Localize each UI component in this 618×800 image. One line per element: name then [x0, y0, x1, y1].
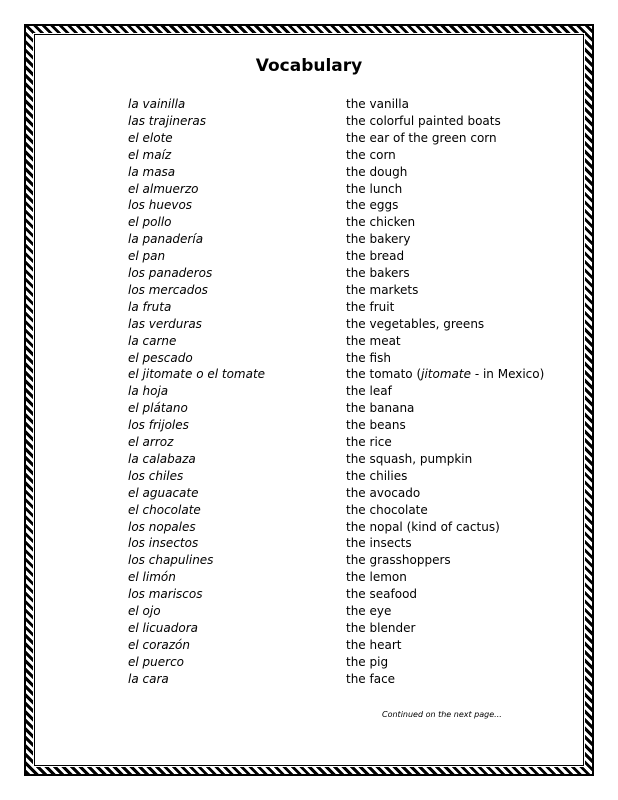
spanish-term: la panadería — [128, 232, 204, 247]
spanish-term: el pescado — [128, 350, 193, 365]
english-translation — [346, 350, 391, 367]
english-translation — [346, 147, 396, 164]
continued-note: Continued on the next page... — [382, 710, 502, 719]
spanish-term: los chiles — [128, 468, 184, 483]
translation-text: the markets — [346, 282, 419, 297]
translation-text: the bread — [346, 249, 405, 264]
translation-text: the colorful painted boats — [346, 113, 501, 128]
spanish-term: la hoja — [128, 384, 169, 399]
translation-text: the tomato ( — [346, 367, 422, 382]
translation-text: the beans — [346, 418, 406, 433]
translation-text: the dough — [346, 164, 408, 179]
translation-text: the eggs — [346, 198, 399, 213]
english-translation — [346, 603, 391, 620]
english-translation — [346, 197, 398, 214]
border-inner-line — [34, 34, 584, 766]
english-translation — [346, 637, 402, 654]
spanish-term: el corazón — [128, 637, 191, 652]
spanish-term: la fruta — [128, 299, 172, 314]
spanish-term: los panaderos — [128, 266, 213, 280]
translation-text: the meat — [346, 333, 401, 348]
translation-text: the chicken — [346, 215, 416, 230]
translation-text: the squash, pumpkin — [346, 451, 473, 466]
translation-text: the blender — [346, 620, 416, 635]
english-translation — [346, 113, 501, 130]
translation-text: the avocado — [346, 485, 421, 500]
spanish-term: los mercados — [128, 282, 208, 297]
english-translation — [346, 535, 412, 552]
english-translation — [346, 654, 388, 671]
spanish-term: la carne — [128, 333, 177, 348]
spanish-term: el plátano — [128, 401, 188, 416]
english-translation — [346, 333, 401, 350]
english-translation — [346, 181, 402, 198]
spanish-term: el elote — [128, 130, 173, 145]
translation-text: the ear of the green corn — [346, 130, 497, 145]
english-translation — [346, 130, 497, 147]
translation-text: the bakery — [346, 232, 411, 247]
english-translation — [346, 282, 418, 299]
english-translation — [346, 552, 451, 569]
spanish-term: el puerco — [128, 654, 185, 669]
english-translation — [346, 299, 394, 316]
translation-text: the grasshoppers — [346, 553, 451, 568]
spanish-term: el maíz — [128, 147, 172, 162]
spanish-term: los huevos — [128, 198, 193, 213]
english-translation — [346, 671, 395, 688]
translation-text: the face — [346, 671, 396, 686]
english-translation — [346, 400, 414, 417]
translation-text: the seafood — [346, 587, 418, 602]
translation-text: the nopal (kind of cactus) — [346, 519, 500, 534]
spanish-term: la masa — [128, 164, 176, 179]
spanish-term: los frijoles — [128, 418, 189, 433]
spanish-term: los chapulines — [128, 553, 214, 568]
translation-text: the heart — [346, 637, 402, 652]
translation-text: the eye — [346, 604, 392, 618]
translation-text: the vegetables, greens — [346, 316, 485, 331]
spanish-term: el chocolate — [128, 502, 201, 517]
translation-text: the pig — [346, 654, 389, 669]
english-translation — [346, 214, 415, 231]
translation-text: the fruit — [346, 299, 395, 314]
spanish-term: el almuerzo — [128, 181, 199, 196]
english-translation — [346, 417, 406, 434]
translation-text: the vanilla — [346, 97, 409, 111]
page-title: Vocabulary — [255, 56, 363, 76]
spanish-term: los mariscos — [128, 587, 203, 602]
translation-text: the bakers — [346, 266, 410, 280]
translation-text-after: - in Mexico) — [471, 367, 545, 382]
english-translation — [346, 248, 404, 265]
spanish-term: la calabaza — [128, 451, 196, 466]
english-translation — [346, 502, 428, 519]
spanish-term: las verduras — [128, 316, 202, 331]
translation-text: the banana — [346, 401, 415, 416]
english-translation — [346, 231, 410, 248]
decorative-border — [24, 24, 594, 776]
english-translation — [346, 569, 407, 586]
spanish-term: los nopales — [128, 519, 196, 534]
english-translation — [346, 519, 500, 536]
spanish-term: el aguacate — [128, 485, 199, 500]
translation-text: the leaf — [346, 384, 392, 399]
spanish-term: el arroz — [128, 435, 174, 449]
english-translation — [346, 164, 407, 181]
english-translation — [346, 451, 472, 468]
translation-text: the chocolate — [346, 502, 428, 517]
spanish-term: los insectos — [128, 536, 199, 551]
translation-text: the rice — [346, 435, 392, 449]
english-translation — [346, 434, 392, 451]
spanish-term: el pollo — [128, 215, 172, 230]
translation-text: the chilies — [346, 468, 408, 483]
english-translation — [346, 620, 415, 637]
spanish-term: el licuadora — [128, 620, 199, 635]
translation-text: the lemon — [346, 570, 407, 585]
translation-text: the lunch — [346, 181, 403, 196]
spanish-term: el ojo — [128, 604, 161, 618]
spanish-term: la cara — [128, 671, 169, 686]
translation-text: the corn — [346, 147, 396, 162]
spanish-term: el pan — [128, 249, 166, 264]
english-translation — [346, 586, 417, 603]
english-translation — [346, 468, 407, 485]
english-translation — [346, 265, 410, 282]
spanish-term: la vainilla — [128, 97, 186, 111]
translation-italic: jitomate — [421, 367, 471, 382]
english-translation — [346, 485, 420, 502]
english-translation — [346, 383, 392, 400]
translation-text: the fish — [346, 350, 391, 365]
spanish-term: el limón — [128, 570, 176, 585]
english-translation — [346, 366, 544, 383]
translation-text: the insects — [346, 536, 412, 551]
spanish-term: el jitomate o el tomate — [128, 367, 266, 382]
english-translation — [346, 316, 484, 333]
spanish-term: las trajineras — [128, 113, 206, 128]
english-translation — [346, 96, 409, 113]
